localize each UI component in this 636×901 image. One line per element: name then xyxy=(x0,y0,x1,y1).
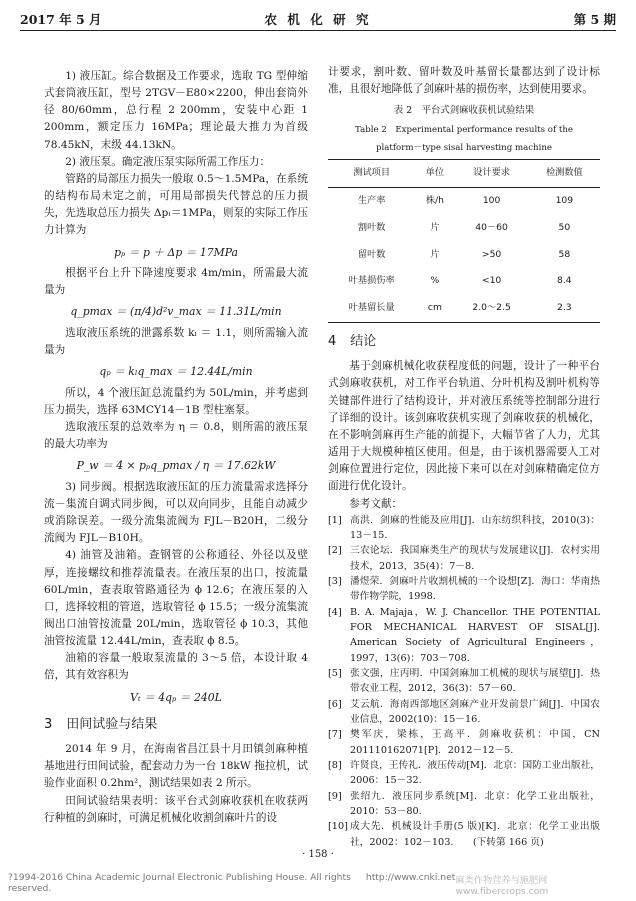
reference-number: [7] xyxy=(328,729,342,741)
watermark-text: 麻类作物营养与施肥网 www.fibercrops.com xyxy=(455,875,549,897)
table-caption-cn: 表 2 平台式剑麻收获机试验结果 xyxy=(393,105,535,117)
copyright-notice: ?1994-2016 China Academic Journal Electronic Publishing House. All rights reserved. xyxy=(8,872,351,894)
reference-item xyxy=(328,574,600,605)
reference-text: 张绍九．液压同步系统[M]．北京：化学工业出版社，2010：53－80. xyxy=(350,790,600,817)
paragraph-field-trial: 2014 年 9 月，在海南省昌江县十月田镇剑麻种植基地进行田间试验，配套动力为一台 18kW 拖拉机，试验作业面积 0.2hm²，测试结果如表 2 所示。 xyxy=(44,743,308,790)
table-row xyxy=(328,187,600,214)
table-cell: 片 xyxy=(430,248,440,260)
equation-pump-pressure: pₚ ＝ p ＋ Δp ＝ 17MPa xyxy=(114,245,238,259)
reference-item xyxy=(328,727,600,758)
table-cell: 叶基损伤率 xyxy=(348,275,395,287)
table-cell: 株/h xyxy=(425,194,444,206)
reference-item xyxy=(328,697,600,728)
reference-item xyxy=(328,666,600,697)
reference-text: 三农论坛．我国麻类生产的现状与发展建议[J]．农村实用技术，2013，35(4)：7－8. xyxy=(350,545,600,572)
table-cell: 割叶数 xyxy=(357,221,386,233)
cnki-link[interactable]: http://www.cnki.net xyxy=(365,872,456,883)
page-number: · 158 · xyxy=(302,849,334,860)
reference-number: [1] xyxy=(328,514,342,526)
table-cell: >50 xyxy=(481,248,502,260)
references-list xyxy=(328,513,600,850)
equation-tank-volume: Vₜ ＝ 4qₚ ＝ 240L xyxy=(130,690,222,704)
table-cell: 留叶数 xyxy=(357,248,386,260)
table-row xyxy=(328,215,600,242)
table-header-cell: 检测数值 xyxy=(529,159,600,187)
reference-text: 潘煜荣．剑麻叶片收割机械的一个设想[Z]．海口：华南热带作物学院，1998. xyxy=(350,576,600,603)
reference-item xyxy=(328,789,600,820)
reference-text: 张文强，庄丙明．中国剑麻加工机械的现状与展望[J]．热带农业工程，2012，36(3)：57－60. xyxy=(350,668,600,695)
table-cell: 58 xyxy=(558,248,571,260)
table-cell: 100 xyxy=(482,194,501,206)
table-cell: 109 xyxy=(555,194,574,206)
table-cell: % xyxy=(430,275,440,287)
reference-text: 许贤良，王传礼．液压传动[M]．北京：国防工业出版社，2006：15－32. xyxy=(350,759,600,787)
reference-text: B. A. Majaja，W. J. Chancellor. THE POTENTIAL FOR MECHANICAL HARVEST OF SISAL[J]. American Society of Agricultural Engineers，1997，13(6)：703－708. xyxy=(350,606,600,664)
reference-text: 樊军庆，梁栋，王高平．剑麻收获机：中国，CN 201110162071[P]．2012－12－5. xyxy=(350,729,600,756)
reference-item xyxy=(328,819,600,850)
paragraph-efficiency: 选取液压泵的总效率为 η ＝ 0.8，则所需的液压泵的最大功率为 xyxy=(44,420,308,451)
reference-item xyxy=(328,758,600,789)
table-cell: 片 xyxy=(430,221,440,233)
header-journal-title: 农 机 化 研 究 xyxy=(264,12,372,27)
table-header-cell: 设计要求 xyxy=(454,159,528,187)
paragraph-cylinder: 1) 液压缸。综合数据及工作要求，选取 TG 型伸缩式套筒液压缸，型号 2TGV－E80×2200，伸出套筒外径 80/60mm，总行程 2 200mm，安装中心距 1 200mm，额定压力 16MPa；理论最大推力为首级 78.45kN，末级 44.13kN。 xyxy=(44,70,308,151)
page-header xyxy=(20,6,616,31)
section-4-heading xyxy=(328,331,600,352)
table-cell: 2.3 xyxy=(529,295,600,322)
page-footer xyxy=(8,872,628,897)
references-label: 参考文献： xyxy=(349,497,403,510)
table-header-cell: 测试项目 xyxy=(328,159,415,187)
table-cell: 40－60 xyxy=(475,221,508,233)
paragraph-pressure-loss: 管路的局部压力损失一般取 0.5～1.5MPa，在系统的结构布局未定之前，可用局部损失代替总的压力损失，先选取总压力损失 Δpₗ＝1MPa，则泵的实际工作压力计算为 xyxy=(44,172,308,237)
reference-number: [2] xyxy=(328,545,342,557)
table-cell: 叶基留长量 xyxy=(328,295,415,322)
left-column xyxy=(44,68,308,827)
section-3-title: 田间试验与结果 xyxy=(66,717,158,733)
reference-number: [8] xyxy=(328,759,342,771)
table-caption-en-line1: Table 2 Experimental performance results of the xyxy=(355,124,573,135)
reference-text: 艾云航．海南西部地区剑麻产业开发前景广阔[J]．中国农业信息，2002(10)：15－16. xyxy=(350,698,600,725)
paragraph-sync-valve: 3) 同步阀。根据选取液压缸的压力流量需求选择分流－集流自调式同步阀，可以双向同步，且能自动减少或消除误差。一级分流集流阀为 FJL－B20H，二级分流阀为 FJL－B10H。 xyxy=(44,480,308,545)
equation-max-flow: q_pmax ＝ (π/4)d²v_max ＝ 11.31L/min xyxy=(70,305,282,319)
reference-number: [5] xyxy=(328,668,342,680)
table-cell: 8.4 xyxy=(557,275,572,287)
section-3-heading xyxy=(44,714,308,735)
section-4-number: 4 xyxy=(328,334,337,350)
paragraph-pump-selection: 所以，4 个液压缸总流量约为 50L/min，并考虑到压力损失，选择 63MCY14－1B 型柱塞泵。 xyxy=(44,386,308,416)
right-column xyxy=(328,64,600,850)
table-row xyxy=(328,242,600,269)
reference-number: [3] xyxy=(328,576,342,588)
reference-number: [9] xyxy=(328,790,342,802)
table-cell: 生产率 xyxy=(357,194,386,206)
table-row xyxy=(328,268,600,295)
reference-item xyxy=(328,543,600,574)
section-4-title: 结论 xyxy=(350,334,377,350)
paragraph-pump: 2) 液压泵。确定液压泵实际所需工作压力： xyxy=(65,155,271,168)
table-caption-en-line2: platform－type sisal harvesting machine xyxy=(376,143,552,154)
table-row xyxy=(328,295,600,322)
header-date: 2017 年 5 月 xyxy=(20,12,102,27)
paragraph-leak-coefficient: 选取液压系统的泄露系数 kₗ ＝ 1.1，则所需输入流量为 xyxy=(44,326,308,356)
table-cell: 50 xyxy=(558,221,571,233)
reference-text: 成大先．机械设计手册(5 版)[K]．北京：化学工业出版社，2002：102－103. (下转第 166 页) xyxy=(350,821,600,848)
paragraph-flow-requirement: 根据平台上升下降速度要求 4m/min，所需最大流量为 xyxy=(44,267,308,297)
table-header-row xyxy=(328,159,600,187)
table-cell: cm xyxy=(415,295,454,322)
reference-item xyxy=(328,605,600,666)
reference-number: [4] xyxy=(328,606,342,618)
table-cell: <10 xyxy=(481,275,502,287)
results-table xyxy=(328,159,600,323)
equation-pump-power: P_w ＝ 4 × pₚq_pmax / η ＝ 17.62kW xyxy=(76,459,276,473)
reference-text: 高洪．剑麻的性能及应用[J]．山东纺织科技，2010(3)：13－15. xyxy=(350,514,600,542)
equation-input-flow: qₚ ＝ kₗq_max ＝ 12.44L/min xyxy=(99,365,253,379)
paragraph-pipes-tank: 4) 油管及油箱。查钢管的公称通径、外径以及壁厚，连接螺纹和推荐流量表。在液压泵的出口，按流量 60L/min，查表取管路通径为 ϕ 12.6；在液压泵的入口，选择较粗的管道，选取管径 ϕ 15.5；一级分流集流阀出口油管按流量 20L/min，选取管径 ϕ 10.3，其他油管按流量 12.44L/min，查表取 ϕ 8.5。 xyxy=(44,549,308,648)
header-issue: 第 5 期 xyxy=(573,12,616,27)
table-header-cell: 单位 xyxy=(415,159,454,187)
table-cell: 2.0～2.5 xyxy=(454,295,528,322)
paragraph-tank-volume: 油箱的容量一般取泵流量的 3～5 倍，本设计取 4 倍，其有效容积为 xyxy=(44,652,308,682)
reference-number: [10] xyxy=(328,821,348,833)
reference-number: [6] xyxy=(328,698,342,710)
paragraph-trial-result: 田间试验结果表明：该平台式剑麻收获机在收获两行种植的剑麻时，可满足机械化收割剑麻叶片的设 xyxy=(44,794,308,824)
paragraph-conclusion: 基于剑麻机械化收获程度低的问题，设计了一种平台式剑麻收获机，对工作平台轨道、分叶机构及割叶机构等关键部件进行了结构设计，并对液压系统等控制部分进行了详细的设计。该剑麻收获机实现了剑麻收获的机械化，在不影响剑麻再生产能的前提下，大幅节省了人力，尤其适用于大规模种植区使用。但是，由于该机器需要人工对剑麻位置进行定位，因此接下来可以在对剑麻精确定位方面进行优化设计。 xyxy=(328,360,600,493)
section-3-number: 3 xyxy=(44,717,53,733)
paragraph-continued: 计要求，割叶数、留叶数及叶基留长量都达到了设计标准，且很好地降低了剑麻叶基的损伤率，达到使用要求。 xyxy=(328,66,600,96)
reference-item xyxy=(328,513,600,544)
